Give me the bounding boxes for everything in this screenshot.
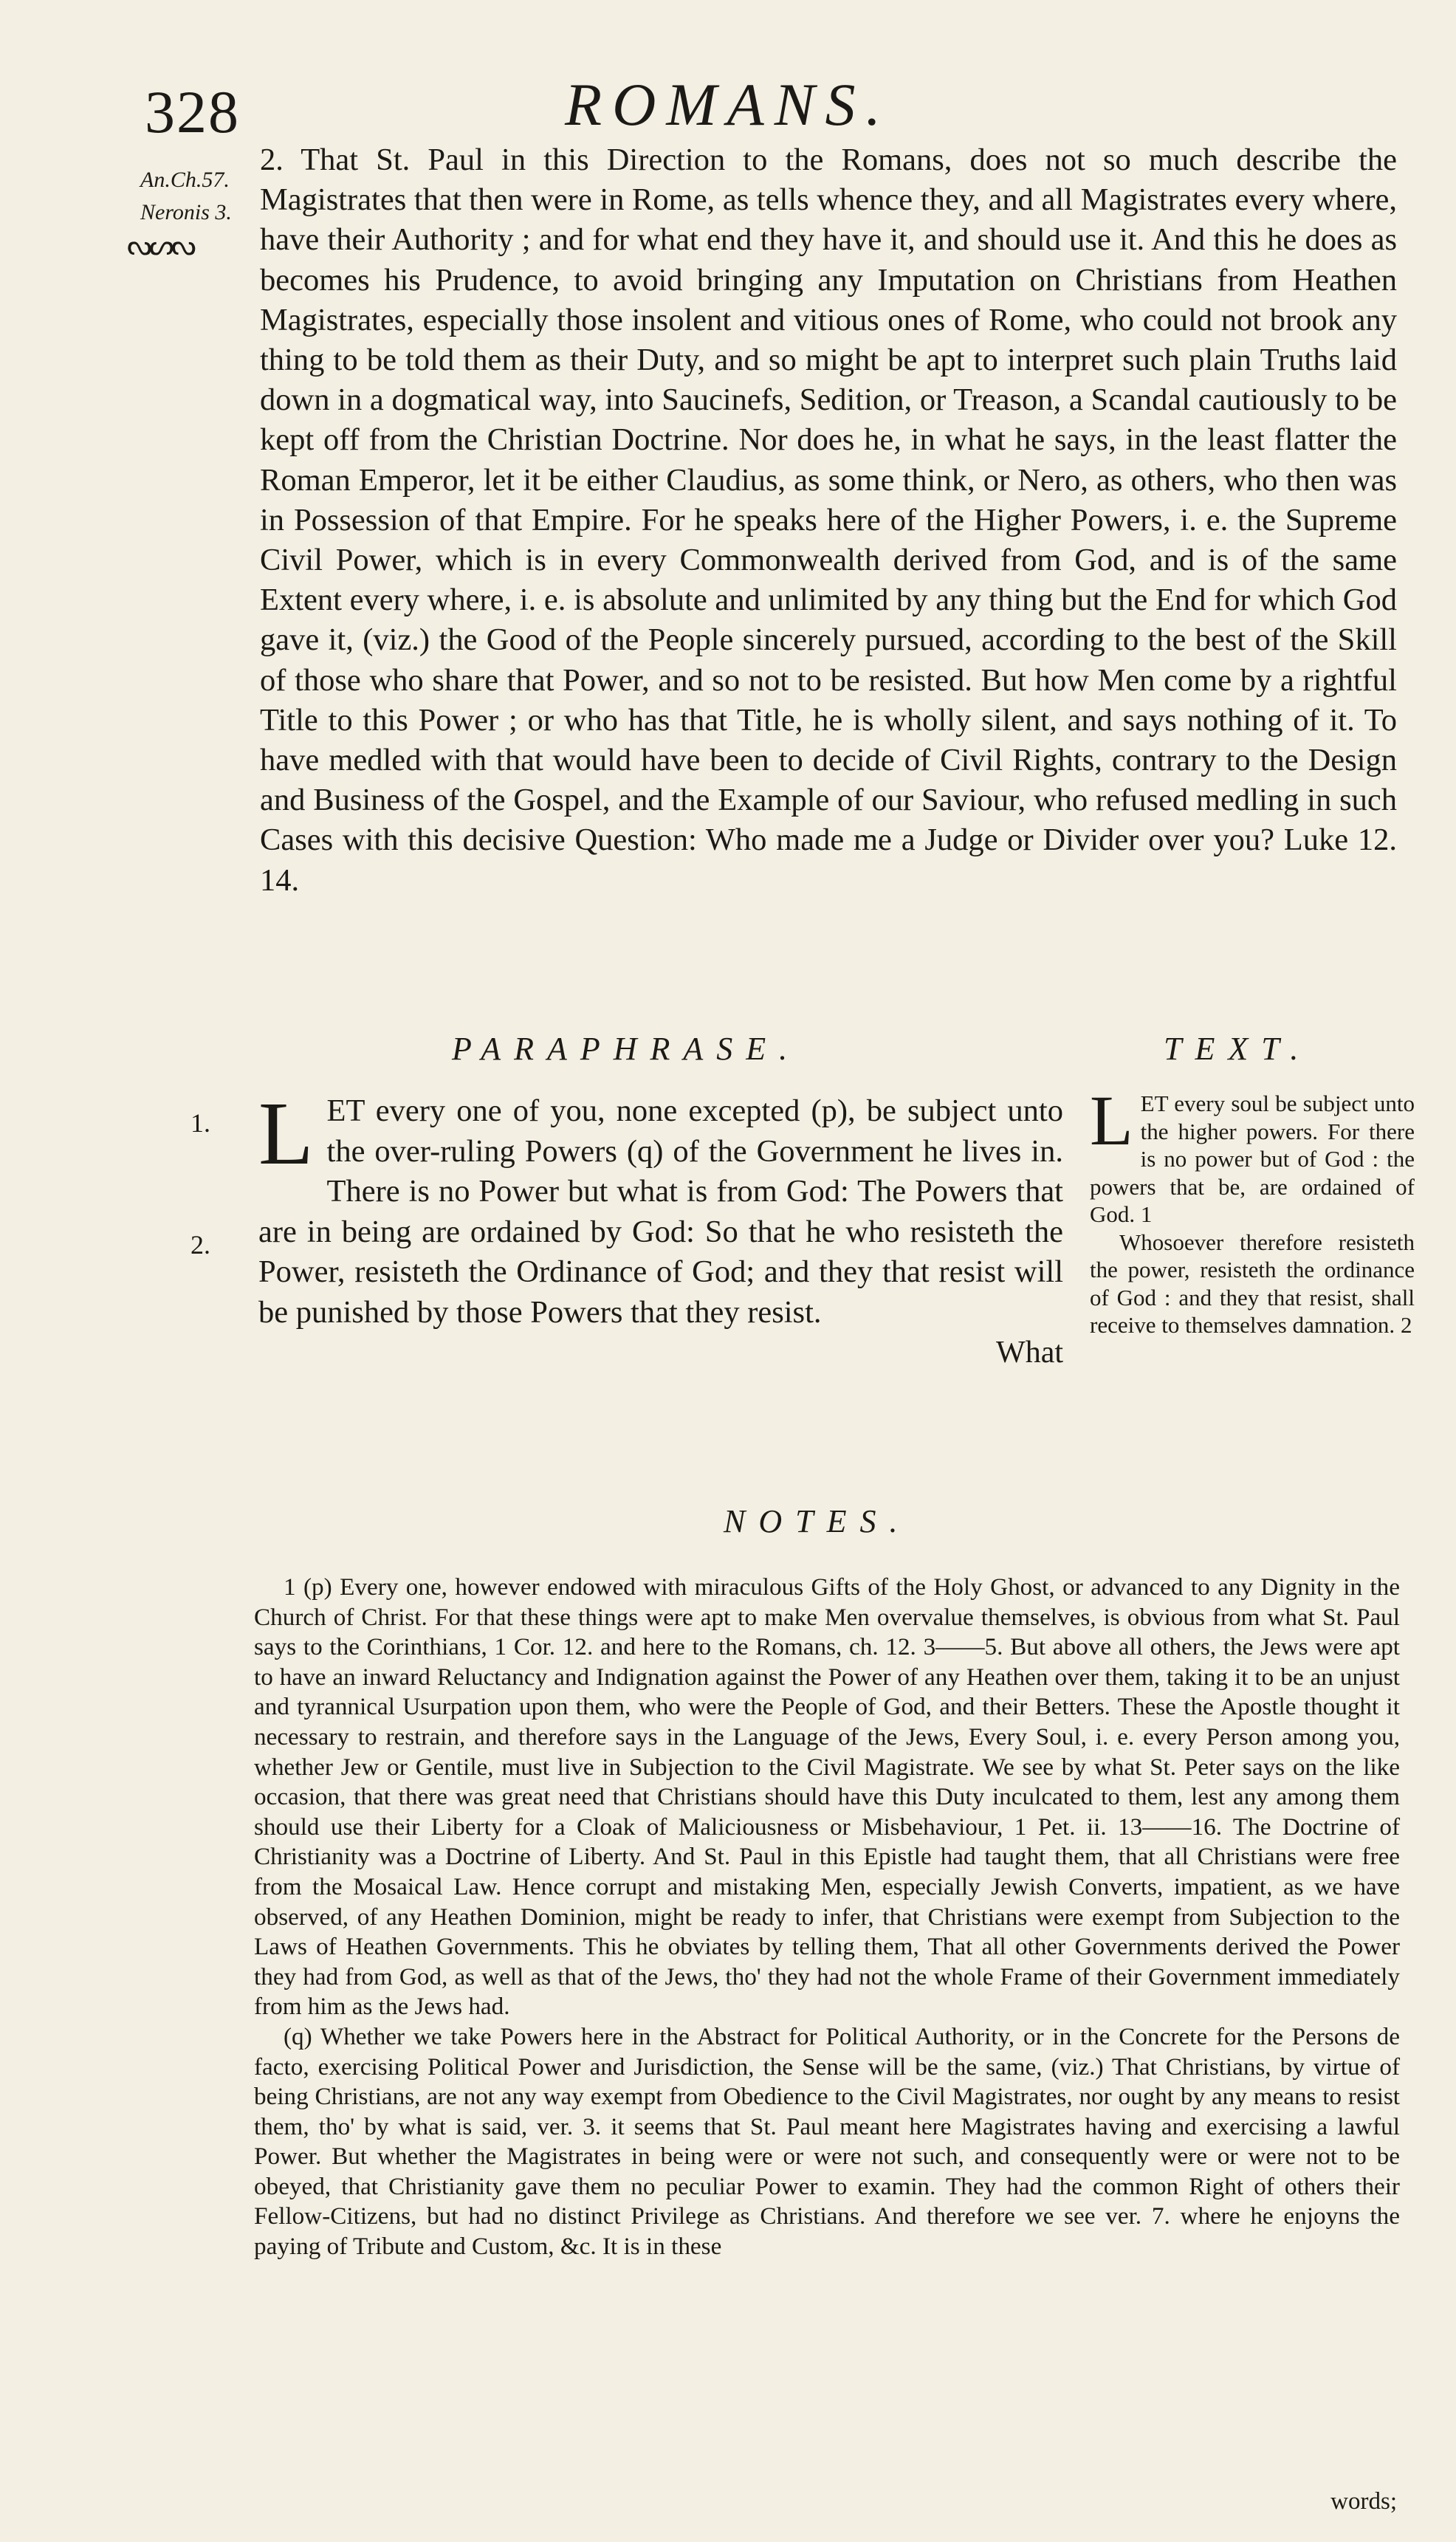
text-verse-1-body: ET every soul be subject unto the higher powers. For there is no power but of God : the powers that be, are ordained of God. bbox=[1090, 1090, 1415, 1227]
scripture-text-column bbox=[1090, 1081, 1415, 1339]
ornament-icon: ᔓᔕᔓ bbox=[127, 230, 193, 261]
notes-heading: NOTES. bbox=[724, 1503, 911, 1539]
page-number: 328 bbox=[145, 78, 240, 145]
margin-verse-2: 2. bbox=[190, 1230, 210, 1260]
text-dropcap: L bbox=[1090, 1081, 1133, 1160]
notes-block bbox=[254, 1573, 1400, 2262]
paraphrase-catchword: What bbox=[996, 1336, 1063, 1370]
text-verse-2-body: Whosoever therefore resisteth the power, resisteth the ordinance of God : and they that resist, shall receive to themselves damnation. bbox=[1090, 1229, 1415, 1338]
margin-year: An.Ch.57. bbox=[140, 168, 230, 192]
intro-paragraph: 2. That St. Paul in this Direction to the Romans, does not so much describe the Magistrates that then were in Rome, as tells whence they, and all Magistrates every where, have their Authority ; and for what end they have it, and should use it. And this he does as becomes his Prudence, to avoid bringing any Imputation on Christians from Heathen Magistrates, especially those insolent and vitious ones of Rome, who could not brook any thing to be told them as their Duty, and so might be apt to interpret such plain Truths laid down in a dogmatical way, into Saucinefs, Sedition, or Treason, a Scandal cautiously to be kept off from the Christian Doctrine. Nor does he, in what he says, in the least flatter the Roman Emperor, let it be either Claudius, as some think, or Nero, as others, who then was in Possession of that Empire. For he speaks here of the Higher Powers, i. e. the Supreme Civil Power, which is in every Commonwealth derived from God, and is of the same Extent every where, i. e. is absolute and unlimited by any thing but the End for which God gave it, (viz.) the Good of the People sincerely pursued, according to the best of the Skill of those who share that Power, and so not to be resisted. But how Men come by a rightful Title to this Power ; or who has that Title, he is wholly silent, and says nothing of it. To have medled with that would have been to decide of Civil Rights, contrary to the Design and Business of the Gospel, and the Example of our Saviour, who refused medling in such Cases with this decisive Question: Who made me a Judge or Divider over you? Luke 12. 14. bbox=[260, 142, 1397, 898]
note-p: 1 (p) Every one, however endowed with miraculous Gifts of the Holy Ghost, or advanced to any Dignity in the Church of Christ. For that these things were apt to make Men overvalue themselves, is obvious from what St. Paul says to the Corinthians, 1 Cor. 12. and here to the Romans, ch. 12. 3——5. But above all others, the Jews were apt to have an inward Reluctancy and Indignation against the Power of any Heathen over them, taking it to be an unjust and tyrannical Usurpation upon them, who were the People of God, and their Betters. These the Apostle thought it necessary to restrain, and therefore says in the Language of the Jews, Every Soul, i. e. every Person among you, whether Jew or Gentile, must live in Subjection to the Civil Magistrate. We see by what St. Peter says on the like occasion, that there was great need that Christians should have this Duty inculcated to them, lest any among them should use their Liberty for a Cloak of Maliciousness or Misbehaviour, 1 Pet. ii. 13——16. The Doctrine of Christianity was a Doctrine of Liberty. And St. Paul in this Epistle had taught them, that all Christians were free from the Mosaical Law. Hence corrupt and mistaking Men, especially Jewish Converts, impatient, as we have observed, of any Heathen Dominion, might be ready to infer, that Christians were exempt from Subjection to the Laws of Heathen Governments. This he obviates by telling them, That all other Governments derived the Power they had from God, as well as that of the Jews, tho' they had not the whole Frame of their Government immediately from him as the Jews had. bbox=[254, 1573, 1400, 2021]
paraphrase-column bbox=[258, 1084, 1063, 1373]
margin-verse-1: 1. bbox=[190, 1108, 210, 1138]
text-verse-2-number: 2 bbox=[1400, 1312, 1412, 1338]
running-title: ROMANS. bbox=[565, 71, 891, 138]
paraphrase-dropcap: L bbox=[258, 1084, 314, 1184]
intro-text-block bbox=[260, 140, 1397, 901]
text-verse-1-number: 1 bbox=[1140, 1201, 1153, 1227]
text-verse-1 bbox=[1090, 1081, 1415, 1229]
paraphrase-body: ET every one of you, none excepted (p), be subject unto the over-ruling Powers (q) of the Government he lives in. There is no Power but what is from God: The Powers that are in being are ordained by God: So that he who resisteth the Power, resisteth the Ordinance of God; and they that resist will be punished by those Powers that they resist. bbox=[258, 1093, 1063, 1330]
text-verse-2 bbox=[1090, 1229, 1415, 1339]
page-catchword: words; bbox=[1330, 2488, 1397, 2515]
paraphrase-heading: PARAPHRASE. bbox=[452, 1031, 801, 1067]
text-heading: TEXT. bbox=[1164, 1031, 1312, 1067]
note-q: (q) Whether we take Powers here in the Abstract for Political Authority, or in the Concrete for the Persons de facto, exercising Political Power and Jurisdiction, the Sense will be the same, (viz.) That Christians, by virtue of being Christians, are not any way exempt from Obedience to the Civil Magistrates, nor ought by any means to resist them, tho' by what is said, ver. 3. it seems that St. Paul meant here Magistrates having and exercising a lawful Power. But whether the Magistrates in being were or were not such, and consequently were or were not to be obeyed, that Christianity gave them no peculiar Power to examin. They had the common Right of others their Fellow-Citizens, but had no distinct Privilege as Christians. And therefore we see ver. 7. where he enjoyns the paying of Tribute and Custom, &c. It is in these bbox=[254, 2022, 1400, 2261]
margin-reign: Neronis 3. bbox=[140, 200, 232, 224]
